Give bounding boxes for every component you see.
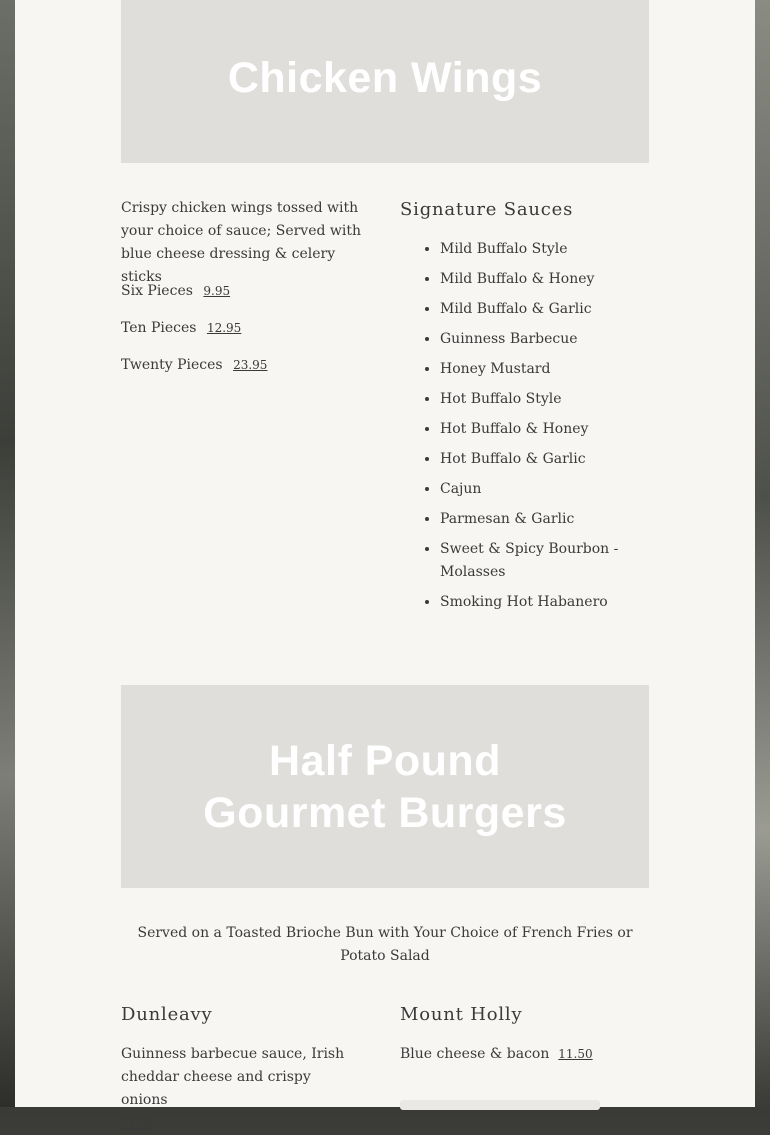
price-amount: 9.95	[203, 284, 231, 298]
list-item: • Cajun	[440, 478, 660, 501]
menu-panel	[15, 0, 755, 1130]
list-item: • Hot Buffalo & Garlic	[440, 448, 660, 471]
next-item-placeholder	[400, 1100, 600, 1110]
burgers-banner	[121, 685, 649, 888]
price-label: Twenty Pieces	[121, 357, 223, 373]
list-item: • Guinness Barbecue	[440, 328, 660, 351]
sauce-list	[400, 238, 660, 621]
burgers-intro: Served on a Toasted Brioche Bun with Your Choice of French Fries or Potato Salad	[137, 925, 633, 964]
burger-name-dunleavy: Dunleavy	[121, 1004, 213, 1025]
price-row-six	[121, 280, 230, 303]
list-item: • Smoking Hot Habanero	[440, 591, 660, 614]
burger-description-mount-holly	[400, 1043, 630, 1066]
burger-description-dunleavy	[121, 1043, 351, 1135]
sauces-heading: Signature Sauces	[400, 199, 574, 220]
price-label: Six Pieces	[121, 283, 193, 299]
list-item: • Hot Buffalo Style	[440, 388, 660, 411]
list-item: • Mild Buffalo Style	[440, 238, 660, 261]
chicken-wings-title: Chicken Wings	[227, 53, 543, 102]
price-row-ten	[121, 317, 241, 340]
chicken-wings-banner	[121, 0, 649, 163]
background-left	[0, 0, 15, 1107]
price-amount: 23.95	[233, 358, 268, 372]
burger-price: 11.95	[121, 1116, 156, 1130]
burger-description: Blue cheese & bacon	[400, 1046, 550, 1062]
burger-price: 11.50	[558, 1047, 593, 1061]
list-item: • Hot Buffalo & Honey	[440, 418, 660, 441]
list-item: • Mild Buffalo & Honey	[440, 268, 660, 291]
burger-description: Guinness barbecue sauce, Irish cheddar cheese and crispy onions	[121, 1046, 345, 1108]
price-row-twenty	[121, 354, 267, 377]
list-item: • Honey Mustard	[440, 358, 660, 381]
price-amount: 12.95	[206, 321, 242, 335]
background-right	[755, 0, 770, 1107]
wings-description: Crispy chicken wings tossed with your choice of sauce; Served with blue cheese dressing & celery sticks	[121, 200, 362, 285]
list-item: • Mild Buffalo & Garlic	[440, 298, 660, 321]
burgers-title: Half Pound Gourmet Burgers	[203, 736, 567, 837]
list-item: • Sweet & Spicy Bourbon - Molasses	[440, 538, 660, 584]
burger-name-mount-holly: Mount Holly	[400, 1004, 523, 1025]
list-item: • Parmesan & Garlic	[440, 508, 660, 531]
price-label: Ten Pieces	[121, 320, 197, 336]
